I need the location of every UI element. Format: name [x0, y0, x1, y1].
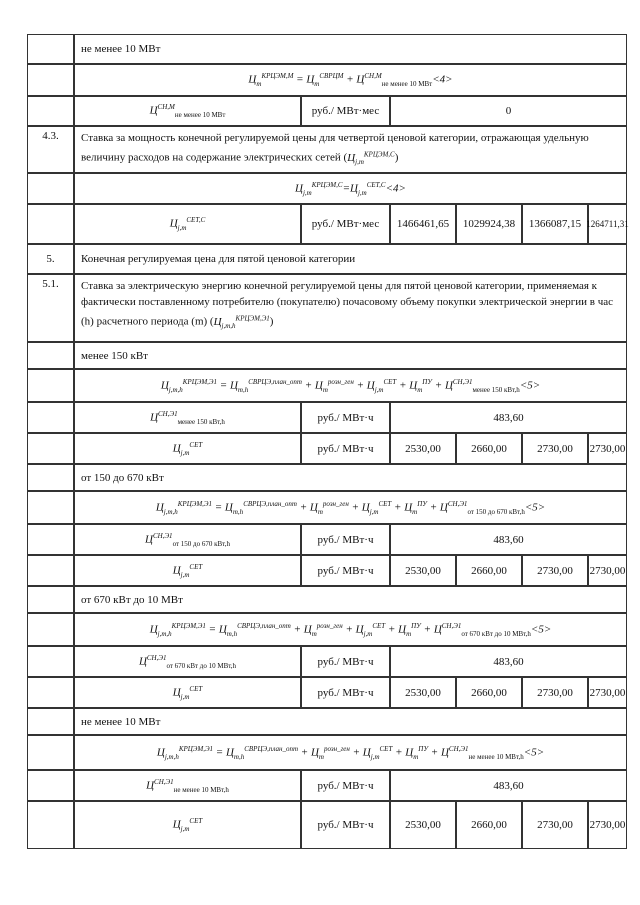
table-row — [27, 555, 627, 586]
value: 0 — [505, 105, 512, 117]
value: 2730,00 — [537, 564, 573, 577]
row-label: $Ц^{СН,Э1}_{от 150 до 670 кВт,h}$ — [145, 531, 230, 548]
value: 2660,00 — [471, 819, 507, 831]
value: 2660,00 — [471, 442, 507, 455]
table-row — [27, 244, 627, 274]
item-text: Ставка за электрическую энергию конечной регулируемой цены для пятой ценовой категории, применяемая к фактически поставленному потребителю (покупателю) почасовому объему покупки электрической энергии в час (h) расчетного периода (m) $(Ц_{j,m,h}^{КРЦЭМ,Э1})$ — [81, 280, 613, 330]
value: 2730,00 — [537, 819, 573, 831]
unit: руб./ МВт·ч — [317, 564, 374, 577]
value: 2660,00 — [471, 564, 507, 577]
formula: $Ц_{j,m,h}^{КРЦЭМ,Э1} = Ц_{m,h}^{СВРЦЭ,план\_опт} + Ц_m^{розн\_ген} + Ц_{j,m}^{СЕТ} + Ц_m^{ПУ} + Ц^{СН,Э1}_{не менее 10 МВт,h}<5>$ — [156, 744, 545, 761]
row-label: $Ц_{j,m}^{СЕТ}$ — [172, 684, 203, 701]
value: 483,60 — [493, 655, 524, 668]
table-row — [27, 126, 627, 173]
table-row — [27, 402, 627, 433]
value: 2530,00 — [405, 819, 441, 831]
table-row — [27, 204, 627, 244]
row-label: $Ц^{СН,М}_{не менее 10 МВт}$ — [149, 103, 226, 119]
value: 2530,00 — [405, 442, 441, 455]
value: 2730,00 — [537, 686, 573, 699]
item-number: 5. — [46, 253, 55, 265]
row-label: $Ц_{j,m}^{СЕТ}$ — [172, 817, 203, 833]
unit: руб./ МВт·мес — [311, 105, 380, 117]
group-header: менее 150 кВт — [81, 349, 148, 362]
formula: $Ц_{j,m,h}^{КРЦЭМ,Э1} = Ц_{m,h}^{СВРЦЭ,план\_опт} + Ц_m^{розн\_ген} + Ц_{j,m}^{СЕТ} + Ц_m^{ПУ} + Ц^{СН,Э1}_{от 150 до 670 кВт,h}<5>$ — [155, 499, 546, 516]
item-text: Ставка за мощность конечной регулируемой цены для четвертой ценовой категории, отражающая удельную величину расходов на содержание электрических сетей $(Ц_{j,m}^{КРЦЭМ,С})$ — [81, 132, 589, 166]
row-label: $Ц^{СН,Э1}_{от 670 кВт до 10 МВт,h}$ — [138, 653, 237, 670]
table-row — [27, 586, 627, 613]
value: 2530,00 — [405, 564, 441, 577]
value: 483,60 — [493, 533, 524, 546]
table-row — [27, 274, 627, 342]
group-header: от 670 кВт до 10 МВт — [81, 593, 183, 606]
value: 2730,00 — [589, 442, 626, 455]
group-header: от 150 до 670 кВт — [81, 471, 164, 484]
table-row — [27, 677, 627, 708]
value: 2730,00 — [589, 686, 626, 699]
row-label: $Ц^{СН,Э1}_{менее 150 кВт,h}$ — [150, 409, 225, 426]
value: 2660,00 — [471, 686, 507, 699]
value: 2730,00 — [537, 442, 573, 455]
value: 2730,00 — [589, 564, 626, 577]
table-row — [27, 464, 627, 491]
row-label: $Ц^{СН,Э1}_{не менее 10 МВт,h}$ — [146, 777, 229, 794]
group-header: не менее 10 МВт — [81, 43, 161, 55]
value: 483,60 — [493, 779, 524, 792]
row-label: $Ц_{j,m}^{СЕТ,С}$ — [169, 216, 206, 232]
table-row — [27, 801, 627, 849]
table-row — [27, 369, 627, 402]
row-label: $Ц_{j,m}^{СЕТ}$ — [172, 440, 203, 457]
table-row — [27, 735, 627, 770]
value: 2530,00 — [405, 686, 441, 699]
unit: руб./ МВт·ч — [317, 819, 374, 831]
table-row — [27, 342, 627, 369]
table-row — [27, 770, 627, 801]
value: 2730,00 — [589, 819, 626, 831]
value: 1366087,15 — [528, 218, 582, 230]
table-row — [27, 491, 627, 524]
table-row — [27, 433, 627, 464]
item-text: Конечная регулируемая цена для пятой ценовой категории — [81, 253, 356, 265]
unit: руб./ МВт·ч — [317, 779, 374, 792]
unit: руб./ МВт·ч — [317, 686, 374, 699]
unit: руб./ МВт·ч — [317, 533, 374, 546]
formula: $Ц_{j,m,h}^{КРЦЭМ,Э1} = Ц_{m,h}^{СВРЦЭ,план\_опт} + Ц_m^{розн\_ген} + Ц_{j,m}^{СЕТ} + Ц_m^{ПУ} + Ц^{СН,Э1}_{менее 150 кВт,h}<5>$ — [160, 377, 541, 394]
formula: $Ц_{j,m,h}^{КРЦЭМ,Э1} = Ц_{m,h}^{СВРЦЭ,план\_опт} + Ц_m^{розн\_ген} + Ц_{j,m}^{СЕТ} + Ц_m^{ПУ} + Ц^{СН,Э1}_{от 670 кВт до 10 МВт,h}<5>$ — [149, 621, 552, 638]
row-label: $Ц_{j,m}^{СЕТ}$ — [172, 562, 203, 579]
unit: руб./ МВт·ч — [317, 655, 374, 668]
group-header: не менее 10 МВт — [81, 715, 161, 728]
table-row — [27, 173, 627, 204]
table-row — [27, 613, 627, 646]
table-row — [27, 34, 627, 64]
table-row — [27, 64, 627, 96]
unit: руб./ МВт·ч — [317, 411, 374, 424]
value: 483,60 — [493, 411, 524, 424]
table-row — [27, 708, 627, 735]
table-row — [27, 524, 627, 555]
item-number: 4.3. — [42, 130, 59, 142]
item-number: 5.1. — [42, 278, 59, 290]
formula: $Ц_{j,m}^{КРЦЭМ,С}=Ц_{j,m}^{СЕТ,С}<4>$ — [295, 180, 406, 197]
table-row — [27, 96, 627, 126]
value: 1466461,65 — [396, 218, 450, 230]
unit: руб./ МВт·мес — [311, 218, 380, 230]
table-row — [27, 646, 627, 677]
formula: $Ц_m^{КРЦЭМ,М} = Ц_m^{СВРЦМ} + Ц^{СН,М}_{не менее 10 МВт}<4>$ — [248, 72, 453, 88]
value: 1029924,38 — [462, 218, 516, 230]
value: 1264711,31 — [586, 219, 629, 229]
unit: руб./ МВт·ч — [317, 442, 374, 455]
